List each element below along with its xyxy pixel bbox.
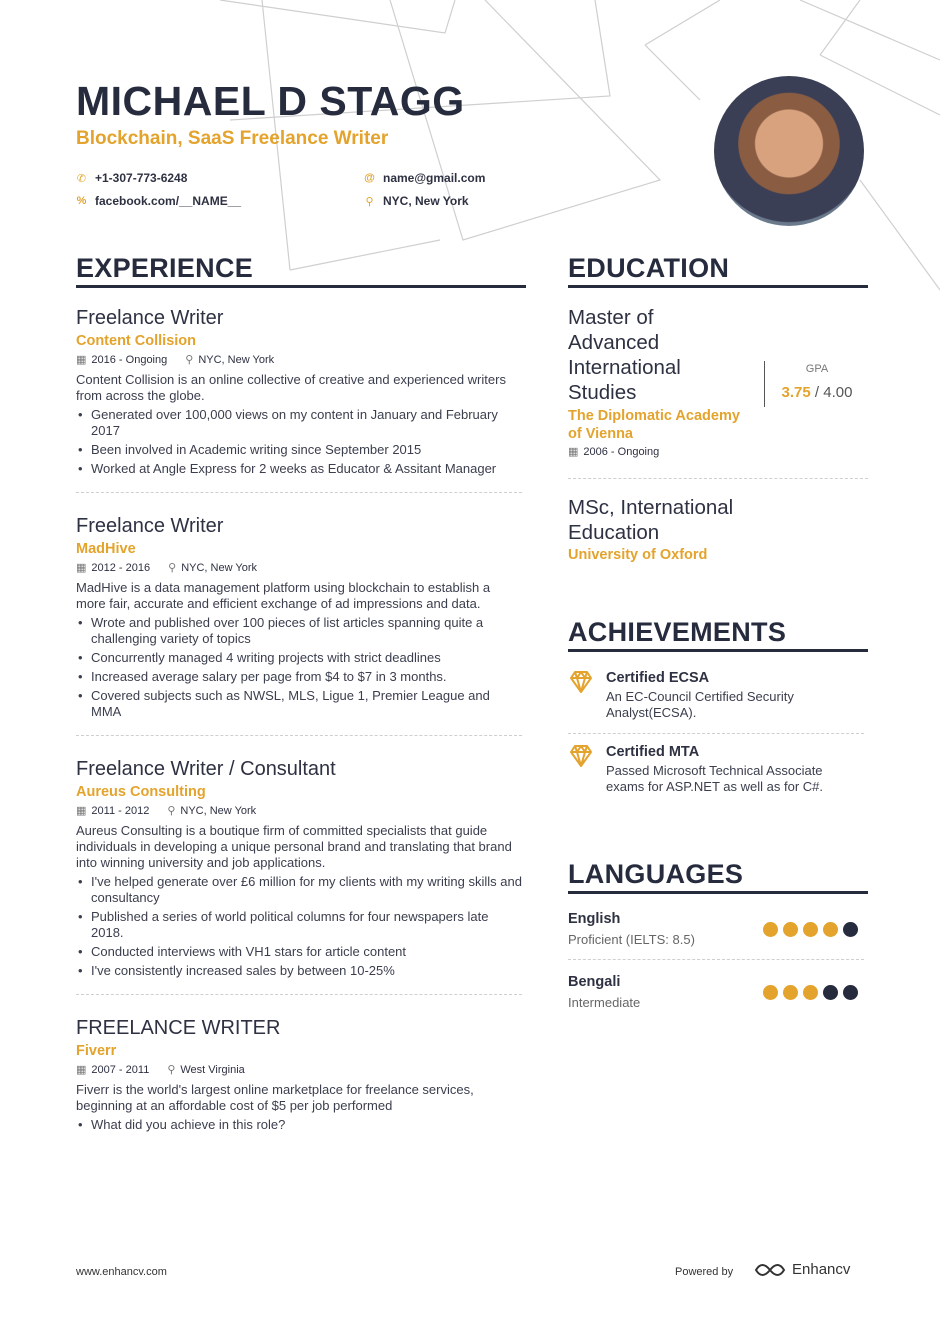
experience-list bbox=[76, 305, 522, 1168]
language-item bbox=[568, 903, 864, 960]
language-rating bbox=[763, 922, 858, 937]
bullet-item: • Generated over 100,000 views on my content in January and February 2017 bbox=[76, 407, 522, 439]
section-achievements: ACHIEVEMENTS bbox=[568, 617, 868, 652]
job-bullets bbox=[76, 407, 522, 477]
section-languages: LANGUAGES bbox=[568, 859, 868, 894]
school: University of Oxford bbox=[568, 547, 708, 563]
rating-dot bbox=[823, 922, 838, 937]
bullet-item: • Increased average salary per page from $4 to $7 in 3 months. bbox=[76, 669, 522, 685]
location-text: NYC, New York bbox=[383, 194, 469, 208]
language-level: Intermediate bbox=[568, 995, 641, 1010]
bullet-item: • Published a series of world political columns for four newspapers late 2018. bbox=[76, 909, 522, 941]
link-icon: % bbox=[76, 195, 87, 207]
dates-text: 2006 - Ongoing bbox=[583, 446, 660, 458]
language-name: Bengali bbox=[568, 974, 621, 990]
rating-dot bbox=[763, 985, 778, 1000]
footer-powered: Powered by bbox=[675, 1266, 734, 1278]
job-role: Freelance Writer / Consultant bbox=[76, 758, 336, 780]
language-rating bbox=[763, 985, 858, 1000]
language-text bbox=[568, 974, 640, 1010]
gpa-score: 3.75 bbox=[781, 384, 811, 401]
job-location bbox=[167, 1063, 244, 1076]
rating-dot bbox=[843, 985, 858, 1000]
calendar-icon: ▦ bbox=[76, 805, 87, 817]
enhancv-logo[interactable] bbox=[754, 1261, 850, 1278]
location-text: NYC, New York bbox=[198, 354, 275, 366]
job-meta bbox=[76, 804, 522, 817]
calendar-icon: ▦ bbox=[568, 446, 579, 458]
achievement-text bbox=[606, 744, 864, 795]
job-role: Freelance Writer bbox=[76, 515, 224, 537]
job-location bbox=[168, 561, 257, 574]
education-dates bbox=[568, 445, 659, 458]
job-description: Content Collision is an online collective of creative and experienced writers from across the globe. bbox=[76, 372, 506, 403]
email-text[interactable]: name@gmail.com bbox=[383, 171, 486, 185]
achievement-desc: Passed Microsoft Technical Associate exams for ASP.NET as well as for C#. bbox=[606, 763, 823, 794]
phone bbox=[76, 171, 187, 185]
company-name: Content Collision bbox=[76, 333, 197, 349]
job-role: Freelance Writer bbox=[76, 307, 224, 329]
job-bullets bbox=[76, 874, 522, 979]
dates-text: 2016 - Ongoing bbox=[91, 354, 168, 366]
gpa-value bbox=[765, 384, 869, 401]
job-dates bbox=[76, 561, 150, 574]
enhancv-logo-icon bbox=[754, 1262, 786, 1278]
location-text: NYC, New York bbox=[181, 562, 257, 574]
location-text: NYC, New York bbox=[180, 805, 257, 817]
achievements-list bbox=[568, 660, 864, 807]
rating-dot bbox=[783, 985, 798, 1000]
location-pin-icon: ⚲ bbox=[167, 1064, 176, 1076]
job-meta bbox=[76, 353, 522, 366]
gpa-box bbox=[764, 361, 869, 407]
diamond-icon bbox=[568, 670, 594, 721]
language-name: English bbox=[568, 911, 621, 927]
degree: MSc, International Education bbox=[568, 496, 734, 544]
experience-item bbox=[76, 513, 522, 736]
language-level: Proficient (IELTS: 8.5) bbox=[568, 932, 695, 947]
link-text[interactable]: facebook.com/__NAME__ bbox=[95, 194, 242, 208]
rating-dot bbox=[823, 985, 838, 1000]
calendar-icon: ▦ bbox=[76, 354, 87, 366]
degree: Master of Advanced International Studies bbox=[568, 306, 681, 404]
achievement-title: Certified ECSA bbox=[606, 670, 710, 686]
experience-item bbox=[76, 756, 522, 995]
job-meta bbox=[76, 1063, 522, 1076]
languages-list bbox=[568, 903, 864, 1028]
job-dates bbox=[76, 1063, 149, 1076]
bullet-item: • What did you achieve in this role? bbox=[76, 1117, 522, 1133]
dates-text: 2011 - 2012 bbox=[91, 805, 150, 817]
bullet-item: • I've helped generate over £6 million for my clients with my writing skills and consultancy bbox=[76, 874, 522, 906]
footer-site[interactable]: www.enhancv.com bbox=[76, 1266, 167, 1278]
candidate-title: Blockchain, SaaS Freelance Writer bbox=[76, 128, 389, 149]
bullet-item: • I've consistently increased sales by between 10-25% bbox=[76, 963, 522, 979]
education-item bbox=[568, 495, 868, 565]
diamond-icon bbox=[568, 744, 594, 795]
section-education: EDUCATION bbox=[568, 253, 868, 288]
job-role: FREELANCE WRITER bbox=[76, 1017, 281, 1039]
bullet-item: • Worked at Angle Express for 2 weeks as Educator & Assitant Manager bbox=[76, 461, 522, 477]
dates-text: 2012 - 2016 bbox=[91, 562, 151, 574]
job-dates bbox=[76, 353, 167, 366]
email[interactable] bbox=[364, 171, 485, 185]
bullet-item: • Conducted interviews with VH1 stars for article content bbox=[76, 944, 522, 960]
dates-text: 2007 - 2011 bbox=[91, 1064, 150, 1076]
achievement-item bbox=[568, 660, 864, 734]
experience-item bbox=[76, 305, 522, 493]
section-experience: EXPERIENCE bbox=[76, 253, 526, 288]
gpa-max: 4.00 bbox=[823, 384, 853, 401]
location-pin-icon: ⚲ bbox=[365, 195, 374, 208]
company-name: Fiverr bbox=[76, 1043, 117, 1059]
phone-icon: ✆ bbox=[76, 172, 87, 185]
education-list bbox=[568, 305, 868, 565]
location-text: West Virginia bbox=[180, 1064, 245, 1076]
achievement-item bbox=[568, 734, 864, 807]
job-description: Fiverr is the world's largest online marketplace for freelance services, beginning at an affordable cost of $5 per job performed bbox=[76, 1082, 474, 1113]
job-description: MadHive is a data management platform using blockchain to establish a more fair, accurate and efficient exchange of ad impressions and data. bbox=[76, 580, 491, 611]
phone-text: +1-307-773-6248 bbox=[95, 171, 188, 185]
job-description: Aureus Consulting is a boutique firm of committed specialists that guide individuals in developing a unique personal brand and translating that brand into winning university and job applications. bbox=[76, 823, 512, 870]
calendar-icon: ▦ bbox=[76, 1064, 87, 1076]
job-location bbox=[167, 804, 256, 817]
bullet-item: • Been involved in Academic writing since September 2015 bbox=[76, 442, 522, 458]
bullet-item: • Wrote and published over 100 pieces of list articles spanning quite a challenging variety of topics bbox=[76, 615, 522, 647]
location-pin-icon: ⚲ bbox=[167, 805, 176, 817]
location-pin-icon: ⚲ bbox=[185, 354, 194, 366]
school: The Diplomatic Academy of Vienna bbox=[568, 408, 740, 442]
company-name: MadHive bbox=[76, 541, 136, 557]
at-icon: @ bbox=[364, 172, 375, 184]
language-text bbox=[568, 911, 695, 947]
job-bullets bbox=[76, 1117, 522, 1133]
achievement-title: Certified MTA bbox=[606, 744, 700, 760]
rating-dot bbox=[803, 985, 818, 1000]
experience-item bbox=[76, 1015, 522, 1148]
link[interactable] bbox=[76, 194, 241, 208]
candidate-name: MICHAEL D STAGG bbox=[76, 78, 465, 124]
company-name: Aureus Consulting bbox=[76, 784, 206, 800]
job-dates bbox=[76, 804, 149, 817]
gpa-separator: / bbox=[814, 384, 820, 401]
job-meta bbox=[76, 561, 522, 574]
rating-dot bbox=[843, 922, 858, 937]
rating-dot bbox=[763, 922, 778, 937]
location-pin-icon: ⚲ bbox=[168, 562, 177, 574]
language-item bbox=[568, 966, 864, 1022]
rating-dot bbox=[783, 922, 798, 937]
profile-photo bbox=[714, 76, 864, 226]
rating-dot bbox=[803, 922, 818, 937]
gpa-label: GPA bbox=[805, 363, 829, 375]
job-bullets bbox=[76, 615, 522, 720]
achievement-text bbox=[606, 670, 864, 721]
bullet-item: • Concurrently managed 4 writing projects with strict deadlines bbox=[76, 650, 522, 666]
calendar-icon: ▦ bbox=[76, 562, 87, 574]
job-location bbox=[185, 353, 274, 366]
achievement-desc: An EC-Council Certified Security Analyst(ECSA). bbox=[606, 689, 794, 720]
bullet-item: • Covered subjects such as NWSL, MLS, Ligue 1, Premier League and MMA bbox=[76, 688, 522, 720]
brand-text: Enhancv bbox=[792, 1261, 851, 1278]
location bbox=[364, 194, 469, 208]
